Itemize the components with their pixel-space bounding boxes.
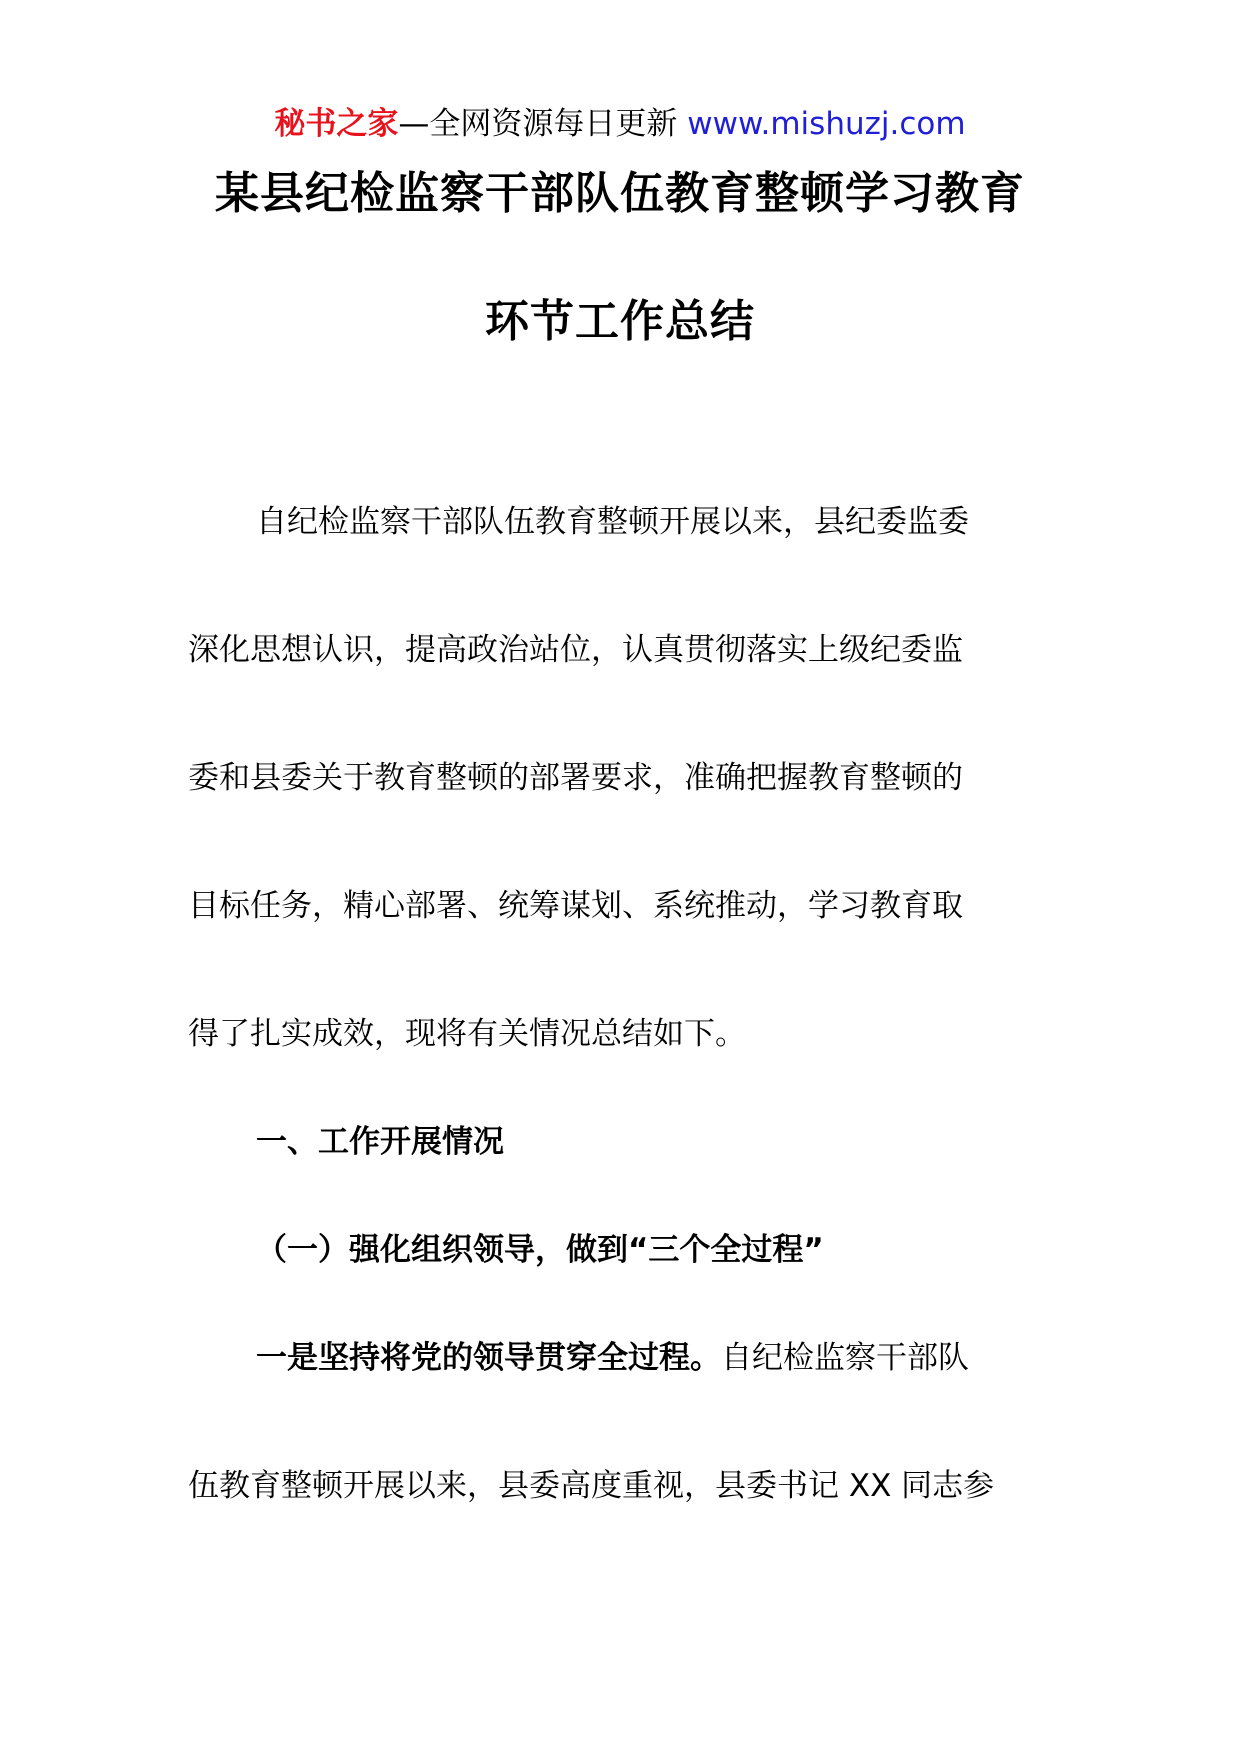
site-link[interactable]: www.mishuzj.com [687,106,966,142]
intro-line: 深化思想认识，提高政治站位，认真贯彻落实上级纪委监 [188,632,963,668]
document-title-line-2: 环节工作总结 [485,296,755,347]
intro-line: 得了扎实成效，现将有关情况总结如下。 [188,1016,746,1052]
point-lead: 一是坚持将党的领导贯穿全过程。 [256,1340,721,1376]
point-text: 自纪检监察干部队 [721,1340,969,1376]
banner-tagline: —全网资源每日更新 [398,106,678,142]
document-title-line-1: 某县纪检监察干部队伍教育整顿学习教育 [215,168,1025,219]
intro-line: 自纪检监察干部队伍教育整顿开展以来，县纪委监委 [256,504,969,540]
site-banner [0,100,1240,148]
intro-line: 委和县委关于教育整顿的部署要求，准确把握教育整顿的 [188,760,963,796]
point-line: 伍教育整顿开展以来，县委高度重视，县委书记 XX 同志参 [188,1468,995,1504]
brand-name: 秘书之家 [274,106,399,142]
intro-line: 目标任务，精心部署、统筹谋划、系统推动，学习教育取 [188,888,963,924]
section-heading: 一、工作开展情况 [256,1124,504,1160]
point-paragraph [256,1336,969,1380]
subsection-heading: （一）强化组织领导，做到“三个全过程” [256,1232,824,1268]
